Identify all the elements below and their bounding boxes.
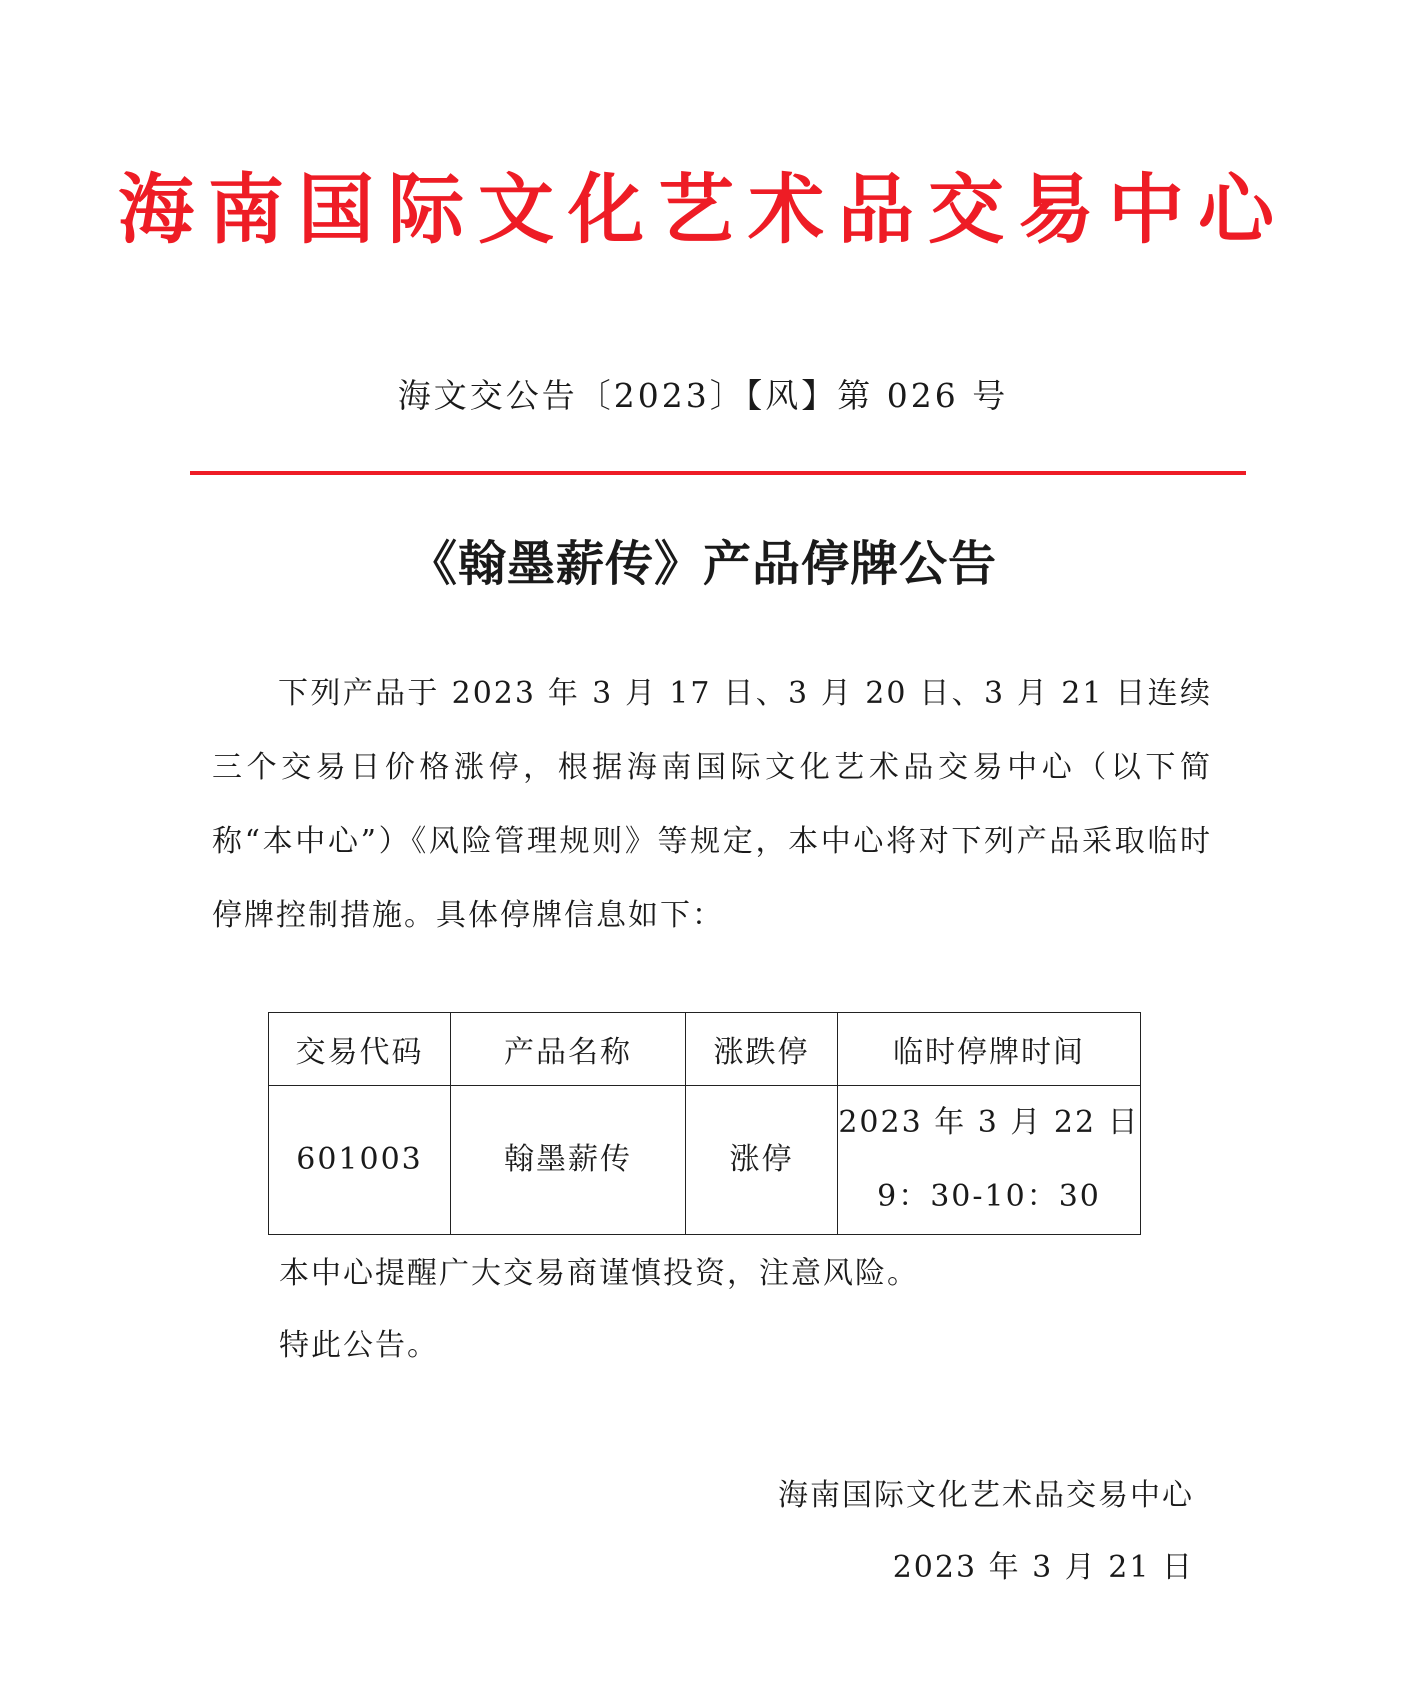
suspension-date: 2023 年 3 月 22 日 (838, 1105, 1140, 1140)
cell-trade-code: 601003 (269, 1086, 451, 1235)
header-price-limit: 涨跌停 (686, 1013, 838, 1086)
risk-reminder: 本中心提醒广大交易商谨慎投资，注意风险。 (279, 1256, 919, 1291)
announcement-title: 《翰墨薪传》产品停牌公告 (408, 536, 997, 592)
header-trade-code: 交易代码 (269, 1013, 451, 1086)
signature-date: 2023 年 3 月 21 日 (892, 1550, 1194, 1585)
cell-price-limit: 涨停 (686, 1086, 838, 1235)
red-divider-line (190, 471, 1246, 475)
cell-product-name: 翰墨薪传 (451, 1086, 686, 1235)
document-number: 海文交公告〔2023〕【风】第 026 号 (397, 376, 1009, 415)
issuing-organization-header: 海南国际文化艺术品交易中心 (118, 165, 1288, 254)
closing-statement: 特此公告。 (279, 1328, 439, 1363)
suspension-info-table (268, 1012, 1141, 1235)
announcement-body-paragraph: 下列产品于 2023 年 3 月 17 日、3 月 20 日、3 月 21 日连续三个交易日价格涨停，根据海南国际文化艺术品交易中心（以下简称“本中心”）《风险管理规则》等规定，本中心将对下列产品采取临时停牌控制措施。具体停牌信息如下： (212, 676, 1212, 933)
header-suspension-time: 临时停牌时间 (838, 1013, 1141, 1086)
table-header-row (269, 1013, 1141, 1086)
suspension-time-range: 9：30-10：30 (877, 1179, 1101, 1214)
table-row (269, 1086, 1141, 1235)
signature-organization: 海南国际文化艺术品交易中心 (778, 1478, 1194, 1513)
header-product-name: 产品名称 (451, 1013, 686, 1086)
cell-suspension-time (838, 1086, 1141, 1235)
